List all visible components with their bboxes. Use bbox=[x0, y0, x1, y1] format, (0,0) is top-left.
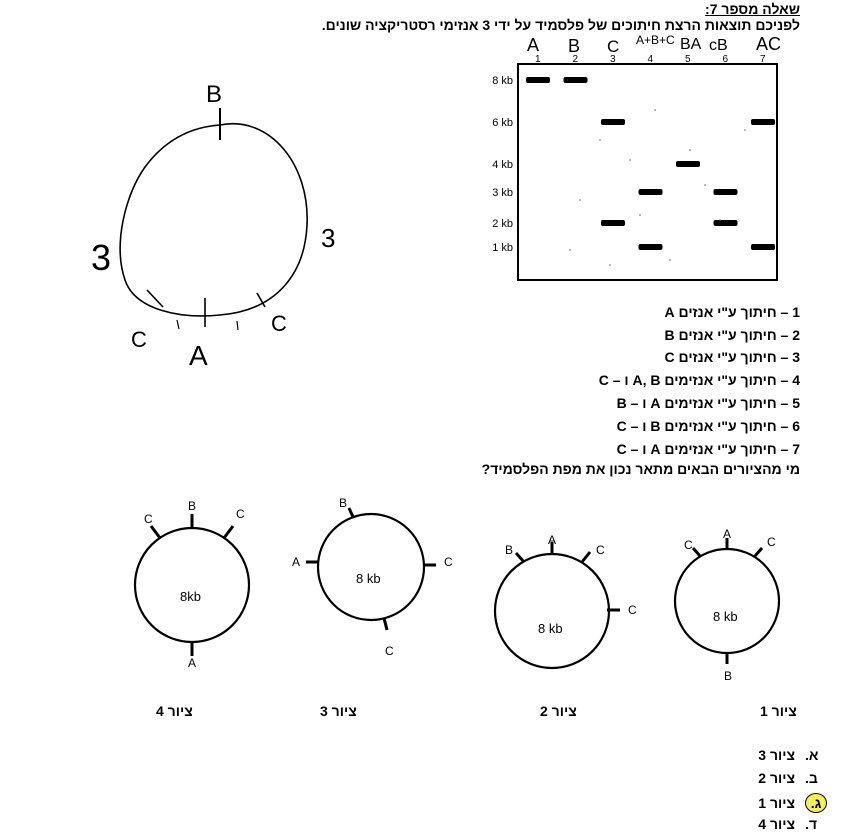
option-d[interactable] bbox=[758, 816, 827, 832]
gel-band-lane6-2kb bbox=[714, 220, 738, 226]
diagram-2-caption: ציור 2 bbox=[540, 703, 577, 719]
gel-size-label-4kb: 4 kb bbox=[492, 159, 513, 171]
gel-band-lane4-1kb bbox=[639, 244, 663, 250]
gel-figure bbox=[480, 50, 780, 285]
option-c-letter: ג. bbox=[805, 793, 827, 813]
diagram-3 bbox=[292, 496, 453, 658]
sketch-frag-right: 3 bbox=[321, 223, 336, 253]
diagram-1-label-c-left: C bbox=[684, 538, 693, 552]
diagram-3-label-a: A bbox=[292, 555, 301, 569]
hw-lane-6: cB bbox=[709, 37, 728, 54]
sketch-label-B: B bbox=[206, 81, 223, 108]
option-b-letter: ב. bbox=[805, 770, 818, 786]
gel-size-label-3kb: 3 kb bbox=[492, 187, 513, 199]
option-a-text: ציור 3 bbox=[758, 747, 795, 763]
diagram-2 bbox=[495, 533, 637, 668]
diagram-4-label-c-right: C bbox=[236, 507, 245, 521]
legend-line-4: 4 – חיתוך ע"י אנזימים A, B ו – C bbox=[598, 372, 800, 388]
diagram-3-label-b: B bbox=[339, 496, 348, 510]
sketch-label-A: A bbox=[189, 340, 208, 371]
gel-band-lane7-1kb bbox=[751, 244, 775, 250]
question-title: שאלה מספר 7: bbox=[705, 1, 800, 17]
hw-lane-1: A bbox=[527, 35, 540, 55]
legend-line-7: 7 – חיתוך ע"י אנזימים A ו – C bbox=[616, 441, 800, 457]
diagram-3-label-c-right: C bbox=[444, 555, 453, 569]
option-a[interactable] bbox=[758, 747, 827, 763]
option-b-text: ציור 2 bbox=[758, 770, 795, 786]
diagram-4-center: 8kb bbox=[180, 589, 201, 604]
option-d-text: ציור 4 bbox=[758, 816, 795, 832]
sketch-label-C-right: C bbox=[271, 311, 287, 336]
gel-lane-number-5: 5 bbox=[685, 54, 691, 65]
sketch-label-C-left: C bbox=[131, 327, 147, 352]
gel-band-lane3-2kb bbox=[601, 220, 625, 226]
option-a-letter: א. bbox=[805, 747, 819, 763]
gel-band-lane6-3kb bbox=[714, 189, 738, 195]
diagram-3-caption: ציור 3 bbox=[320, 703, 357, 719]
sketch-frag-left: 3 bbox=[91, 237, 112, 278]
diagram-4-label-a: A bbox=[188, 656, 197, 670]
gel-lane-number-1: 1 bbox=[535, 54, 541, 65]
handwritten-plasmid-sketch bbox=[85, 75, 365, 375]
hw-lane-3: C bbox=[607, 37, 620, 56]
gel-size-label-2kb: 2 kb bbox=[492, 218, 513, 230]
gel-lane-number-7: 7 bbox=[760, 54, 766, 65]
diagram-2-label-b: B bbox=[505, 543, 514, 557]
gel-lane-number-3: 3 bbox=[610, 54, 616, 65]
diagram-4-label-c-left: C bbox=[144, 512, 153, 526]
gel-band-lane2-8kb bbox=[564, 77, 588, 83]
option-c[interactable] bbox=[758, 793, 827, 813]
question-prompt: מי מהציורים הבאים מתאר נכון את מפת הפלסמיד? bbox=[481, 461, 800, 477]
gel-lane-number-6: 6 bbox=[722, 54, 729, 65]
gel-size-label-8kb: 8 kb bbox=[492, 75, 513, 87]
question-intro: לפניכם תוצאות הרצת חיתוכים של פלסמיד על ידי 3 אנזימי רסטריקציה שונים. bbox=[321, 17, 800, 33]
diagram-2-label-c-right: C bbox=[628, 603, 637, 617]
diagram-1-label-a: A bbox=[723, 527, 732, 541]
gel-lane-number-2: 2 bbox=[572, 54, 579, 65]
gel-band-lane4-3kb bbox=[639, 189, 663, 195]
diagram-1-label-c-right: C bbox=[767, 535, 776, 549]
sketch-circle bbox=[120, 124, 307, 316]
gel-size-label-6kb: 6 kb bbox=[492, 117, 513, 129]
diagram-4-caption: ציור 4 bbox=[156, 703, 193, 719]
diagram-2-center: 8 kb bbox=[538, 621, 563, 636]
gel-band-lane5-4kb bbox=[676, 161, 700, 167]
diagram-2-label-a: A bbox=[548, 533, 557, 547]
hw-lane-4: A+B+C bbox=[636, 33, 675, 47]
gel-band-lane1-8kb bbox=[526, 77, 550, 83]
legend-line-3: 3 – חיתוך ע"י אנזים C bbox=[664, 349, 800, 365]
sketch-cut-C-left bbox=[147, 290, 163, 307]
hw-lane-2: B bbox=[568, 36, 581, 56]
diagram-2-label-c-top: C bbox=[596, 543, 605, 557]
legend-line-1: 1 – חיתוך ע"י אנזים A bbox=[664, 304, 800, 320]
gel-band-lane3-6kb bbox=[601, 119, 625, 125]
legend-line-5: 5 – חיתוך ע"י אנזימים A ו – B bbox=[616, 395, 800, 411]
diagram-1 bbox=[675, 527, 779, 683]
gel-lane-number-4: 4 bbox=[647, 54, 654, 65]
diagram-1-caption: ציור 1 bbox=[760, 703, 797, 719]
hw-lane-7: AC bbox=[756, 34, 782, 54]
diagram-4 bbox=[135, 499, 249, 670]
diagram-1-label-b: B bbox=[724, 669, 733, 683]
diagram-1-center: 8 kb bbox=[713, 609, 738, 624]
hw-lane-5: BA bbox=[680, 36, 702, 53]
diagram-3-label-c-bottom: C bbox=[385, 644, 394, 658]
option-b[interactable] bbox=[758, 770, 827, 786]
legend-line-6: 6 – חיתוך ע"י אנזימים B ו – C bbox=[616, 418, 800, 434]
gel-size-label-1kb: 1 kb bbox=[492, 242, 513, 254]
diagram-3-center: 8 kb bbox=[356, 571, 381, 586]
gel-band-lane7-6kb bbox=[751, 119, 775, 125]
option-c-text: ציור 1 bbox=[758, 795, 795, 811]
legend-line-2: 2 – חיתוך ע"י אנזים B bbox=[664, 327, 800, 343]
option-d-letter: ד. bbox=[805, 816, 818, 832]
plasmid-diagrams bbox=[0, 490, 844, 690]
diagram-4-label-b: B bbox=[188, 499, 197, 513]
